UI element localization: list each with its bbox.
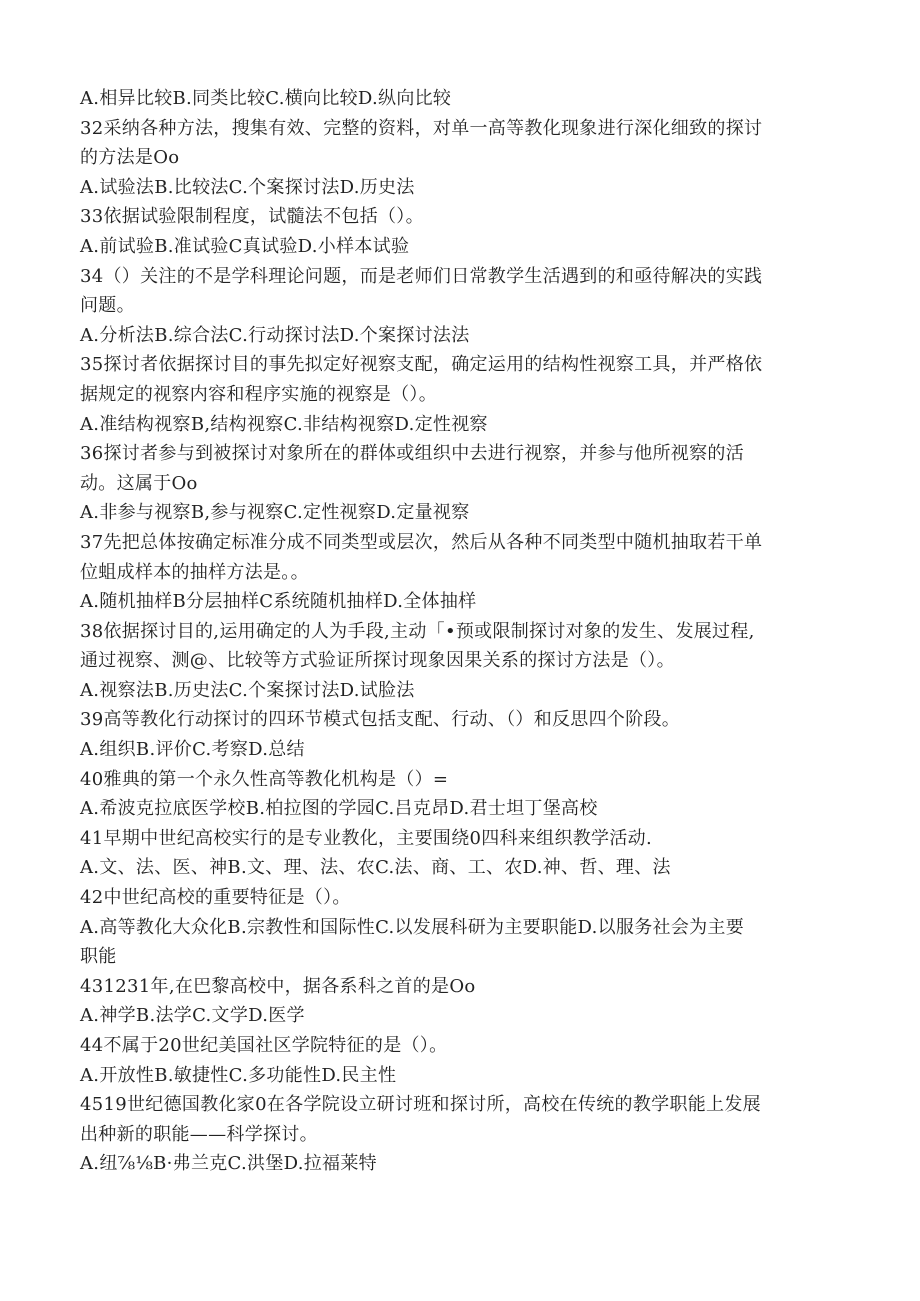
question-38: 38依据探讨目的,运用确定的人为手段,主动「•预或限制探讨对象的发生、发展过程, — [80, 620, 755, 642]
options-34: A.分析法B.综合法C.行动探讨法D.个案探讨法法 — [80, 324, 470, 346]
question-37: 37先把总体按确定标准分成不同类型或层次，然后从各种不同类型中随机抽取若干单 — [80, 531, 763, 553]
options-41: A.文、法、医、神B.文、理、法、农C.法、商、工、农D.神、哲、理、法 — [80, 857, 671, 879]
options-32: A.试验法B.比较法C.个案探讨法D.历史法 — [80, 176, 415, 198]
text-line: 通过视察、测@、比较等方式验证所探讨现象因果关系的探讨方法是（）。 — [80, 650, 675, 672]
question-43: 431231年,在巴黎高校中，据各系科之首的是Oo — [80, 975, 476, 997]
options-35: A.准结构视察B,结构视察C.非结构视察D.定性视察 — [80, 413, 488, 435]
text-line: 问题。 — [80, 295, 135, 317]
question-44: 44不属于20世纪美国社区学院特征的是（）。 — [80, 1035, 448, 1056]
options-43: A.神学B.法学C.文学D.医学 — [80, 1005, 305, 1027]
question-42: 42中世纪高校的重要特征是（）。 — [80, 887, 351, 909]
options-33: A.前试验B.准试验C真试验D.小样本试验 — [80, 235, 410, 257]
question-41: 41早期中世纪高校实行的是专业教化，主要围绕0四科来组织教学活动. — [80, 827, 652, 849]
question-32: 32采纳各种方法，搜集有效、完整的资料，对单一高等教化现象进行深化细致的探讨 — [80, 117, 763, 139]
question-36: 36探讨者参与到被探讨对象所在的群体或组织中去进行视察，并参与他所视察的活 — [80, 443, 745, 465]
question-39: 39高等教化行动探讨的四环节模式包括支配、行动、（）和反思四个阶段。 — [80, 709, 681, 731]
question-40: 40雅典的第一个永久性高等教化机构是（）= — [80, 768, 449, 790]
document-page — [80, 84, 840, 1179]
text-line: A.相异比较B.同类比较C.横向比较D.纵向比较 — [80, 88, 452, 109]
question-35: 35探讨者依据探讨目的事先拟定好视察支配，确定运用的结构性视察工具，并严格依 — [80, 354, 763, 376]
question-33: 33依据试验限制程度，试髓法不包括（）。 — [80, 206, 424, 228]
options-38: A.视察法B.历史法C.个案探讨法D.试脸法 — [80, 679, 415, 701]
options-45: A.纽⅞⅛B·弗兰克C.洪堡D.拉福莱特 — [80, 1153, 377, 1175]
text-line: 的方法是Oo — [80, 147, 180, 169]
text-line: 据规定的视察内容和程序实施的视察是（）。 — [80, 383, 437, 405]
text-line: 出种新的职能——科学探讨。 — [80, 1123, 318, 1145]
options-44: A.开放性B.敏捷性C.多功能性D.民主性 — [80, 1064, 397, 1086]
options-40: A.希波克拉底医学校B.柏拉图的学园C.吕克昂D.君士坦丁堡高校 — [80, 798, 598, 820]
options-36: A.非参与视察B,参与视察C.定性视察D.定量视察 — [80, 502, 470, 524]
text-line: 职能 — [80, 946, 117, 968]
options-39: A.组织B.评价C.考察D.总结 — [80, 739, 305, 761]
options-42: A.高等教化大众化B.宗教性和国际性C.以发展科研为主要职能D.以服务社会为主要 — [80, 916, 745, 938]
question-34: 34（）关注的不是学科理论问题，而是老师们日常教学生活遇到的和亟待解决的实践 — [80, 265, 763, 287]
question-45: 4519世纪德国教化家0在各学院设立研讨班和探讨所，高校在传统的教学职能上发展 — [80, 1094, 761, 1116]
text-line: 位蛆成样本的抽样方法是。。 — [80, 561, 309, 583]
text-line: 动。这属于Oo — [80, 472, 198, 494]
options-37: A.随机抽样B分层抽样C系统随机抽样D.全体抽样 — [80, 591, 477, 613]
